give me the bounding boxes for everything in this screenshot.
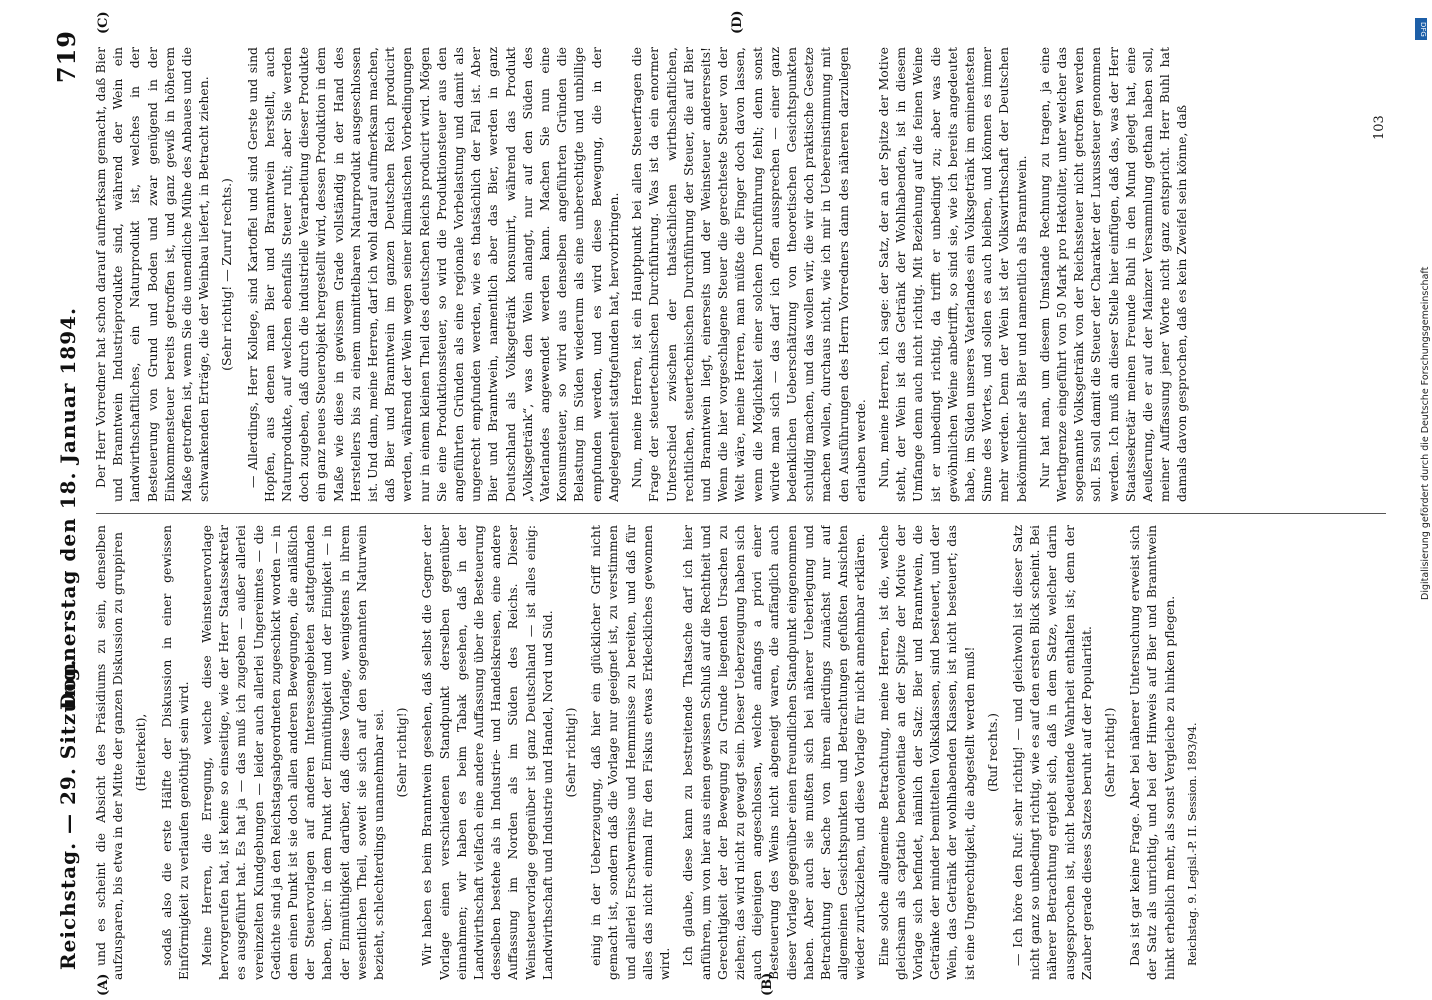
margin-mark-b: (B) <box>760 972 775 996</box>
paragraph: — Allerdings, Herr Kollege, sind Kartoffel und sind Gerste und sind Hopfen, aus denen man Bier und Branntwein herstellt, auch Naturprodukte, auf welchen ebenfalls Steuer ruht; aber Sie werden doch zugeben, daß durch die industrielle Verarbeitung dieser Produkte ein ganz neues Steuerobjekt hergestellt wird, dessen Produktion in dem Maße wie diese in gewissem Grade vollständig in der Hand des Herstellers bis zu einem unmittelbaren Naturprodukt ausgeschlossen ist. Und dann, meine Herren, darf ich wohl darauf aufmerksam machen, daß Bier und Branntwein im ganzen Deutschen Reich producirt werden, während der Wein wegen seiner klimatischen Vorbedingungen nur in einem kleinen Theil des deutschen Reichs producirt wird. Mögen Sie eine Produktionssteuer, so wird die Produktionsteuer aus den angeführten Gründen als eine regionale Vorbelastung und damit als ungerecht empfunden werden, wie es thatsächlich der Fall ist. Aber Bier und Branntwein, namentlich aber das Bier, werden in ganz Deutschland als Volksgetränk konsumirt, während das Produkt „Volksgetränk“, was den Wein anlangt, nur auf den Süden des Vaterlandes angewendet werden kann. Machen Sie nun eine Konsumsteuer, so wird aus denselben angeführten Gründen die Belastung im Süden wiederum als eine unberechtigte und unbillige empfunden werden, und es wird diese Bewegung, die in der Angelegenheit stattgefunden hat, hervorbringen. <box>244 47 621 502</box>
running-head-center: Donnerstag den 18. Januar 1894. <box>56 307 80 710</box>
paragraph: einig in der Ueberzeugung, daß hier ein glücklicher Griff nicht gemacht ist, sondern daß die Vorlage nur geeignet ist, zu verstimmen und allerlei Erschwernisse und Hemmnisse zu bereiten, und daß für alles das nicht einmal für den Fiskus etwas Erkleckliches gewonnen wird. <box>588 525 673 980</box>
paragraph: sodaß also die erste Hälfte der Diskussion in einer gewissen Einförmigkeit zu verlaufen genöthigt sein wird. <box>158 525 191 980</box>
margin-mark-c: (C) <box>96 11 111 34</box>
digitization-sidebar <box>1400 20 1431 620</box>
page-number: 719 <box>52 30 81 84</box>
paragraph: und es scheint die Absicht des Präsidiums zu sein, denselben aufzusparen, bis etwa in der Mitte der ganzen Diskussion zu gruppiren <box>93 525 126 980</box>
dfg-logo: DFG <box>1415 18 1427 40</box>
paragraph: Der Herr Vorredner hat schon darauf aufmerksam gemacht, daß Bier und Branntwein Industrieprodukte sind, während der Wein ein landwirthschaftliches, ein Naturprodukt ist, welches in der Besteuerung von Grund und Boden und zwar genügend in der Einkommensteuer bereits getroffen ist, und ganz gewiß in höherem Maße getroffen ist, wenn Sie die unendliche Mühe des Anbaues und die schwankenden Erträge, die der Weinbau liefert, in Betracht ziehen. <box>93 47 212 502</box>
paragraph: Das ist gar keine Frage. Aber bei näherer Untersuchung erweist sich der Satz als unrichtig, und bei der Hinweis auf Bier und Branntwein hinkt erheblich mehr, als sonst Vergleiche zu hinken pflegen. <box>1127 525 1177 980</box>
paragraph: Ich glaube, diese kann zu bestreitende Thatsache darf ich hier anführen, um von hier aus einen gewissen Schluß auf die Rechtheit und Gerechtigkeit der der Bewegung zu Grunde liegenden Ursachen zu ziehen; das wird nicht zu gewagt sein. Dieser Ueberzeugung haben sich auch diejenigen angeschlossen, welche anfangs a priori einer Besteuerung des Weins nicht abgeneigt waren, die anfänglich auch dieser Vorlage gegenüber einen freundlichen Standpunkt eingenommen haben. Aber auch sie mußten sich bei näherer Ueberlegung und Betrachtung der Sache von ihren allerdings zunächst nur auf allgemeinen Gesichtspunkten und Betrachtungen gefußten Ansichten wieder zurückziehen, und diese Vorlage für nicht annehmbar erklären. <box>680 525 868 980</box>
paragraph: Wir haben es beim Branntwein gesehen, daß selbst die Gegner der Vorlage einen verschiedenen Standpunkt derselben gegenüber einnahmen; wir haben es beim Tabak gesehen, daß in der Landwirthschaft vielfach eine andere Auffassung über die Besteuerung desselben bestehe als in Industrie- und Handelskreisen, eine andere Auffassung im Norden als im Süden des Reichs. Dieser Weinsteuervorlage gegenüber ist ganz Deutschland — ist alles einig: Landwirthschaft und Industrie und Handel, Nord und Süd. <box>419 525 555 980</box>
interjection: (Sehr richtig!) <box>563 707 579 798</box>
right-column <box>92 47 1392 502</box>
margin-mark-d: (D) <box>730 10 745 34</box>
paragraph: Eine solche allgemeine Betrachtung, meine Herren, ist die, welche gleichsam als captatio benevolentiae an der Spitze der Motive der Vorlage sich befindet, nämlich der Satz: Bier und Branntwein, die Getränke der minder bemittelten Volksklassen, sind besteuert, und der Wein, das Getränk der wohlhabenden Klassen, ist nicht besteuert; das ist eine Ungerechtigkeit, die abgestellt werden muß! <box>875 525 977 980</box>
margin-mark-a: (A) <box>96 973 111 996</box>
digitization-note: Digitalisierung gefördert durch die Deutsche Forschungsgemeinschaft <box>1420 266 1431 600</box>
interjection: (Sehr richtig!) <box>394 707 410 798</box>
paragraph: Nun, meine Herren, ich sage: der Satz, der an der Spitze der Motive steht, der Wein ist das Getränk der Wohlhabenden, ist in diesem Umfange denn auch nicht richtig. Mit Beziehung auf die feinen Weine ist er unbedingt richtig, da trifft er unbedingt zu; aber was die gewöhnlichen Weine anbetrifft, so sind sie, wie ich bereits angedeutet habe, im Süden unseres Vaterlandes ein Volksgetränk im eminentesten Sinne des Wortes, und sollen es auch bleiben, und können es immer mehr werden. Denn der Wein ist der Volkswirthschaft der Deutschen bekömmlicher als Bier und namentlich als Branntwein. <box>875 47 1029 502</box>
paragraph: Nur hat man, um diesem Umstande Rechnung zu tragen, ja eine Werthgrenze eingeführt von 50 Mark pro Hektoliter, unter welcher das sogenannte Volksgetränk von der Reichssteuer nicht getroffen werden soll. Es soll damit die Steuer der Charakter der Luxussteuer genommen werden. Ich muß an dieser Stelle hier einfügen, daß das, was der Herr Staatssekretär meinen Freunde Buhl in den Mund gelegt hat, eine Aeußerung, die er auf der Mainzer Versammlung gethan haben soll, meiner Auffassung jener Worte nicht ganz entspricht. Herr Buhl hat damals davon gesprochen, daß es kein Zweifel sein könne, daß <box>1036 47 1190 502</box>
interjection: (Ruf rechts.) <box>984 713 1000 792</box>
paragraph: Nun, meine Herren, ist ein Hauptpunkt bei allen Steuerfragen die Frage der steuertechnischen Durchführung. Was ist da ein enormer Unterschied zwischen der thatsächlichen wirthschaftlichen, rechtlichen, steuertechnischen Durchführung der Steuer, die auf Bier und Branntwein liegt, einerseits und der Weinsteuer andererseits! Wenn die hier vorgeschlagene Steuer die gerechteste Steuer von der Welt wäre, meine Herren, man müßte die Finger doch davon lassen, wenn die Möglichkeit einer solchen Durchführung fehlt; denn sonst würde man sich — das darf ich offen aussprechen — einer ganz bedenklichen Ueberschätzung von theoretischen Gesichtspunkten schuldig machen, und das wollen wir, die wir doch praktische Gesetze machen wollen, durchaus nicht, wie ich mir in Uebereinstimmung mit den Ausführungen des Herrn Vorredners dann des näheren darzulegen erlauben werde. <box>629 47 868 502</box>
running-head-left: Reichstag. — 29. Sitzung. <box>56 658 80 970</box>
left-column <box>92 525 1392 980</box>
interjection: (Sehr richtig!) <box>1101 707 1117 798</box>
running-head <box>52 30 86 970</box>
paragraph: Meine Herren, die Erregung, welche diese Weinsteuervorlage hervorgerufen hat, ist keine so einseitige, wie der Herr Staatssekretär es ausgeführt hat. Es hat ja — das muß ich zugeben — außer allerlei vereinzelten Kundgebungen — leider auch allerlei Ungereimtes — die Gedichte sind ja den Reichstagsabgeordneten zugeschickt worden — in dem einen Punkt ist sie doch allen anderen Bewegungen, die anläßlich der Steuervorlagen auf anderen Interessengebieten stattgefunden haben, über: in dem Punkt der Einmüthigkeit und der Einigkeit — in der Einmüthigkeit darüber, daß diese Vorlage, wenigstens in ihrem wesentlichen Theil, soweit sie sich auf den sogenannten Naturwein bezieht, schlechterdings unannehmbar sei. <box>199 525 387 980</box>
paragraph: — Ich höre den Ruf: sehr richtig! — und gleichwohl ist dieser Satz nicht ganz so unbedingt richtig, wie es auf den ersten Blick scheint. Bei näherer Betrachtung ergiebt sich, daß in dem Satze, welcher darin ausgesprochen ist, nicht bedeutende Wahrheit enthalten ist; denn der Zauber gerade dieses Satzes beruht auf der Popularität. <box>1009 525 1094 980</box>
column-divider <box>96 513 1386 514</box>
session-footnote: Reichstag. 9. Legisl.-P. II. Session. 1893/94. <box>1185 722 1199 966</box>
interjection: (Heiterkeit), <box>133 713 149 792</box>
interjection: (Sehr richtig! — Zuruf rechts.) <box>219 178 235 371</box>
signature-number: 103 <box>1372 115 1387 140</box>
